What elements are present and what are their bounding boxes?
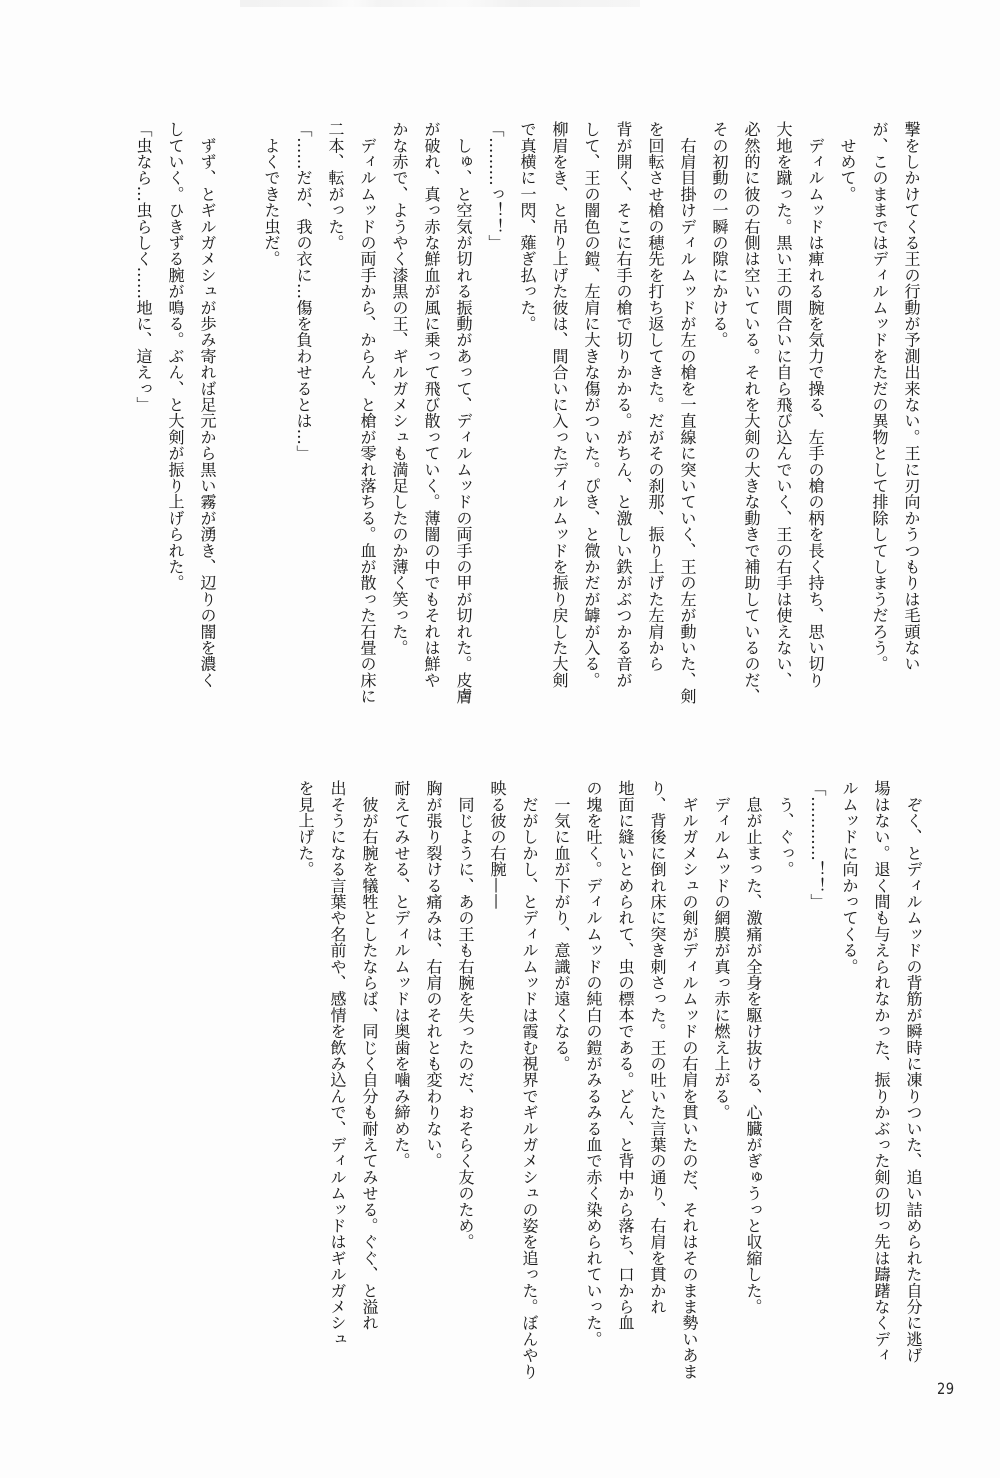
dialogue-line: 「……だが、我の衣に…傷を負わせるとは…」 [294,121,313,462]
text-line: 大地を蹴った。黒い王の間合いに自ら飛び込んでいく、王の右手は使えない、 [774,121,793,688]
text-line: 出そうになる言葉や名前や、感情を飲み込んで、ディルムッドはギルガメシュ [328,780,347,1347]
upper-text-block [127,121,927,703]
text-line: よくできた虫だ。 [262,121,281,267]
text-line: う、ぐっ。 [776,780,795,878]
text-line: ディルムッドの両手から、からん、と槍が零れ落ちる。血が散った石畳の床に [358,121,377,705]
text-line: ディルムッドは痺れる腕を気力で操る、左手の槍の柄を長く持ち、思い切り [806,121,825,689]
text-line: が破れ、真っ赤な鮮血が風に乗って飛び散っていく。薄闇の中でもそれは鮮や [422,121,441,688]
text-line: を見上げた。 [296,780,315,878]
text-line: かな赤で、ようやく漆黒の王、ギルガメシュも満足したのか薄く笑った。 [390,121,409,656]
text-line: の塊を吐く。ディルムッドの純白の鎧がみるみる血で赤く染められていった。 [584,780,603,1347]
text-line: して、王の闇色の鎧、左肩に大きな傷がついた。ぴき、と微かだが罅が入る。 [582,121,601,688]
text-line: 同じように、あの王も右腕を失ったのだ、おそらく友のため。 [456,780,475,1250]
text-line: しゅ、と空気が切れる振動があって、ディルムッドの両手の甲が切れた。皮膚 [454,121,473,705]
text-line: を回転させ槍の穂先を打ち返してきた。だがその刹那、振り上げた左肩から [646,121,665,672]
text-line: 一気に血が下がり、意識が遠くなる。 [552,780,571,1072]
text-line: が、このままではディルムッドをただの異物として排除してしまうだろう。 [870,121,889,672]
text-line: 地面に縫いとめられて、虫の標本である。どん、と背中から落ち、口から血 [616,780,635,1331]
text-line: せめて。 [838,121,857,202]
lower-text-block [289,780,929,1380]
text-line: ルムッドに向かってくる。 [840,780,859,975]
text-line: その初動の一瞬の隙にかける。 [710,121,729,348]
text-line: 胸が張り裂ける痛みは、右肩のそれとも変わりない。 [424,780,443,1169]
text-line: 必然的に彼の右側は空いている。それを大剣の大きな動きで補助しているのだ、 [742,121,761,705]
dialogue-line: 「虫なら…虫らしく……地に、這えっ」 [134,121,153,413]
text-line: 彼が右腕を犠牲としたならば、同じく自分も耐えてみせる。ぐぐ、と溢れ [360,780,379,1331]
text-line: 背が開く、そこに右手の槍で切りかかる。がちん、と激しい鉄がぶつかる音が [614,121,633,688]
text-line: ぞく、とディルムッドの背筋が瞬時に凍りついた、追い詰められた自分に逃げ [904,780,923,1364]
text-line: 柳眉をき、と吊り上げた彼は、間合いに入ったディルムッドを振り戻した大剣 [550,121,569,688]
text-line: 二本、転がった。 [326,121,345,251]
text-line: 映る彼の右腕—— [488,780,507,910]
text-line: ディルムッドの網膜が真っ赤に燃え上がる。 [712,780,731,1121]
text-line: 耐えてみせる、とディルムッドは奥歯を噛み締めた。 [392,780,411,1169]
text-line: 息が止まった、激痛が全身を駆け抜ける、心臓がぎゅうっと収縮した。 [744,780,763,1315]
text-line: 場はない。退く間も与えられなかった、振りかぶった剣の切っ先は躊躇なくディ [872,780,891,1364]
dialogue-line: 「………っ！！」 [486,121,505,251]
show-through-header-decoration [240,0,640,7]
text-line: ずず、とギルガメシュが歩み寄れば足元から黒い霧が湧き、辺りの闇を濃く [198,121,217,688]
page-number: 29 [937,1379,955,1398]
text-line: ギルガメシュの剣がディルムッドの右肩を貫いたのだ、それはそのまま勢いあま [680,780,699,1380]
blank-line [223,121,255,703]
text-line: 右肩目掛けディルムッドが左の槍を一直線に突いていく、王の左が動いた、剣 [678,121,697,705]
text-line: 撃をしかけてくる王の行動が予測出来ない。王に刃向かうつもりは毛頭ない [902,121,921,672]
dialogue-line: 「…………！！」 [808,780,827,910]
text-line: で真横に一閃、薙ぎ払った。 [518,121,537,332]
text-line: していく。ひきずる腕が鳴る。ぶん、と大剣が振り上げられた。 [166,121,185,591]
text-line: だがしかし、とディルムッドは霞む視界でギルガメシュの姿を追った。ぼんやり [520,780,539,1380]
text-line: り、背後に倒れ床に突き刺さった。王の吐いた言葉の通り、右肩を貫かれ [648,780,667,1315]
